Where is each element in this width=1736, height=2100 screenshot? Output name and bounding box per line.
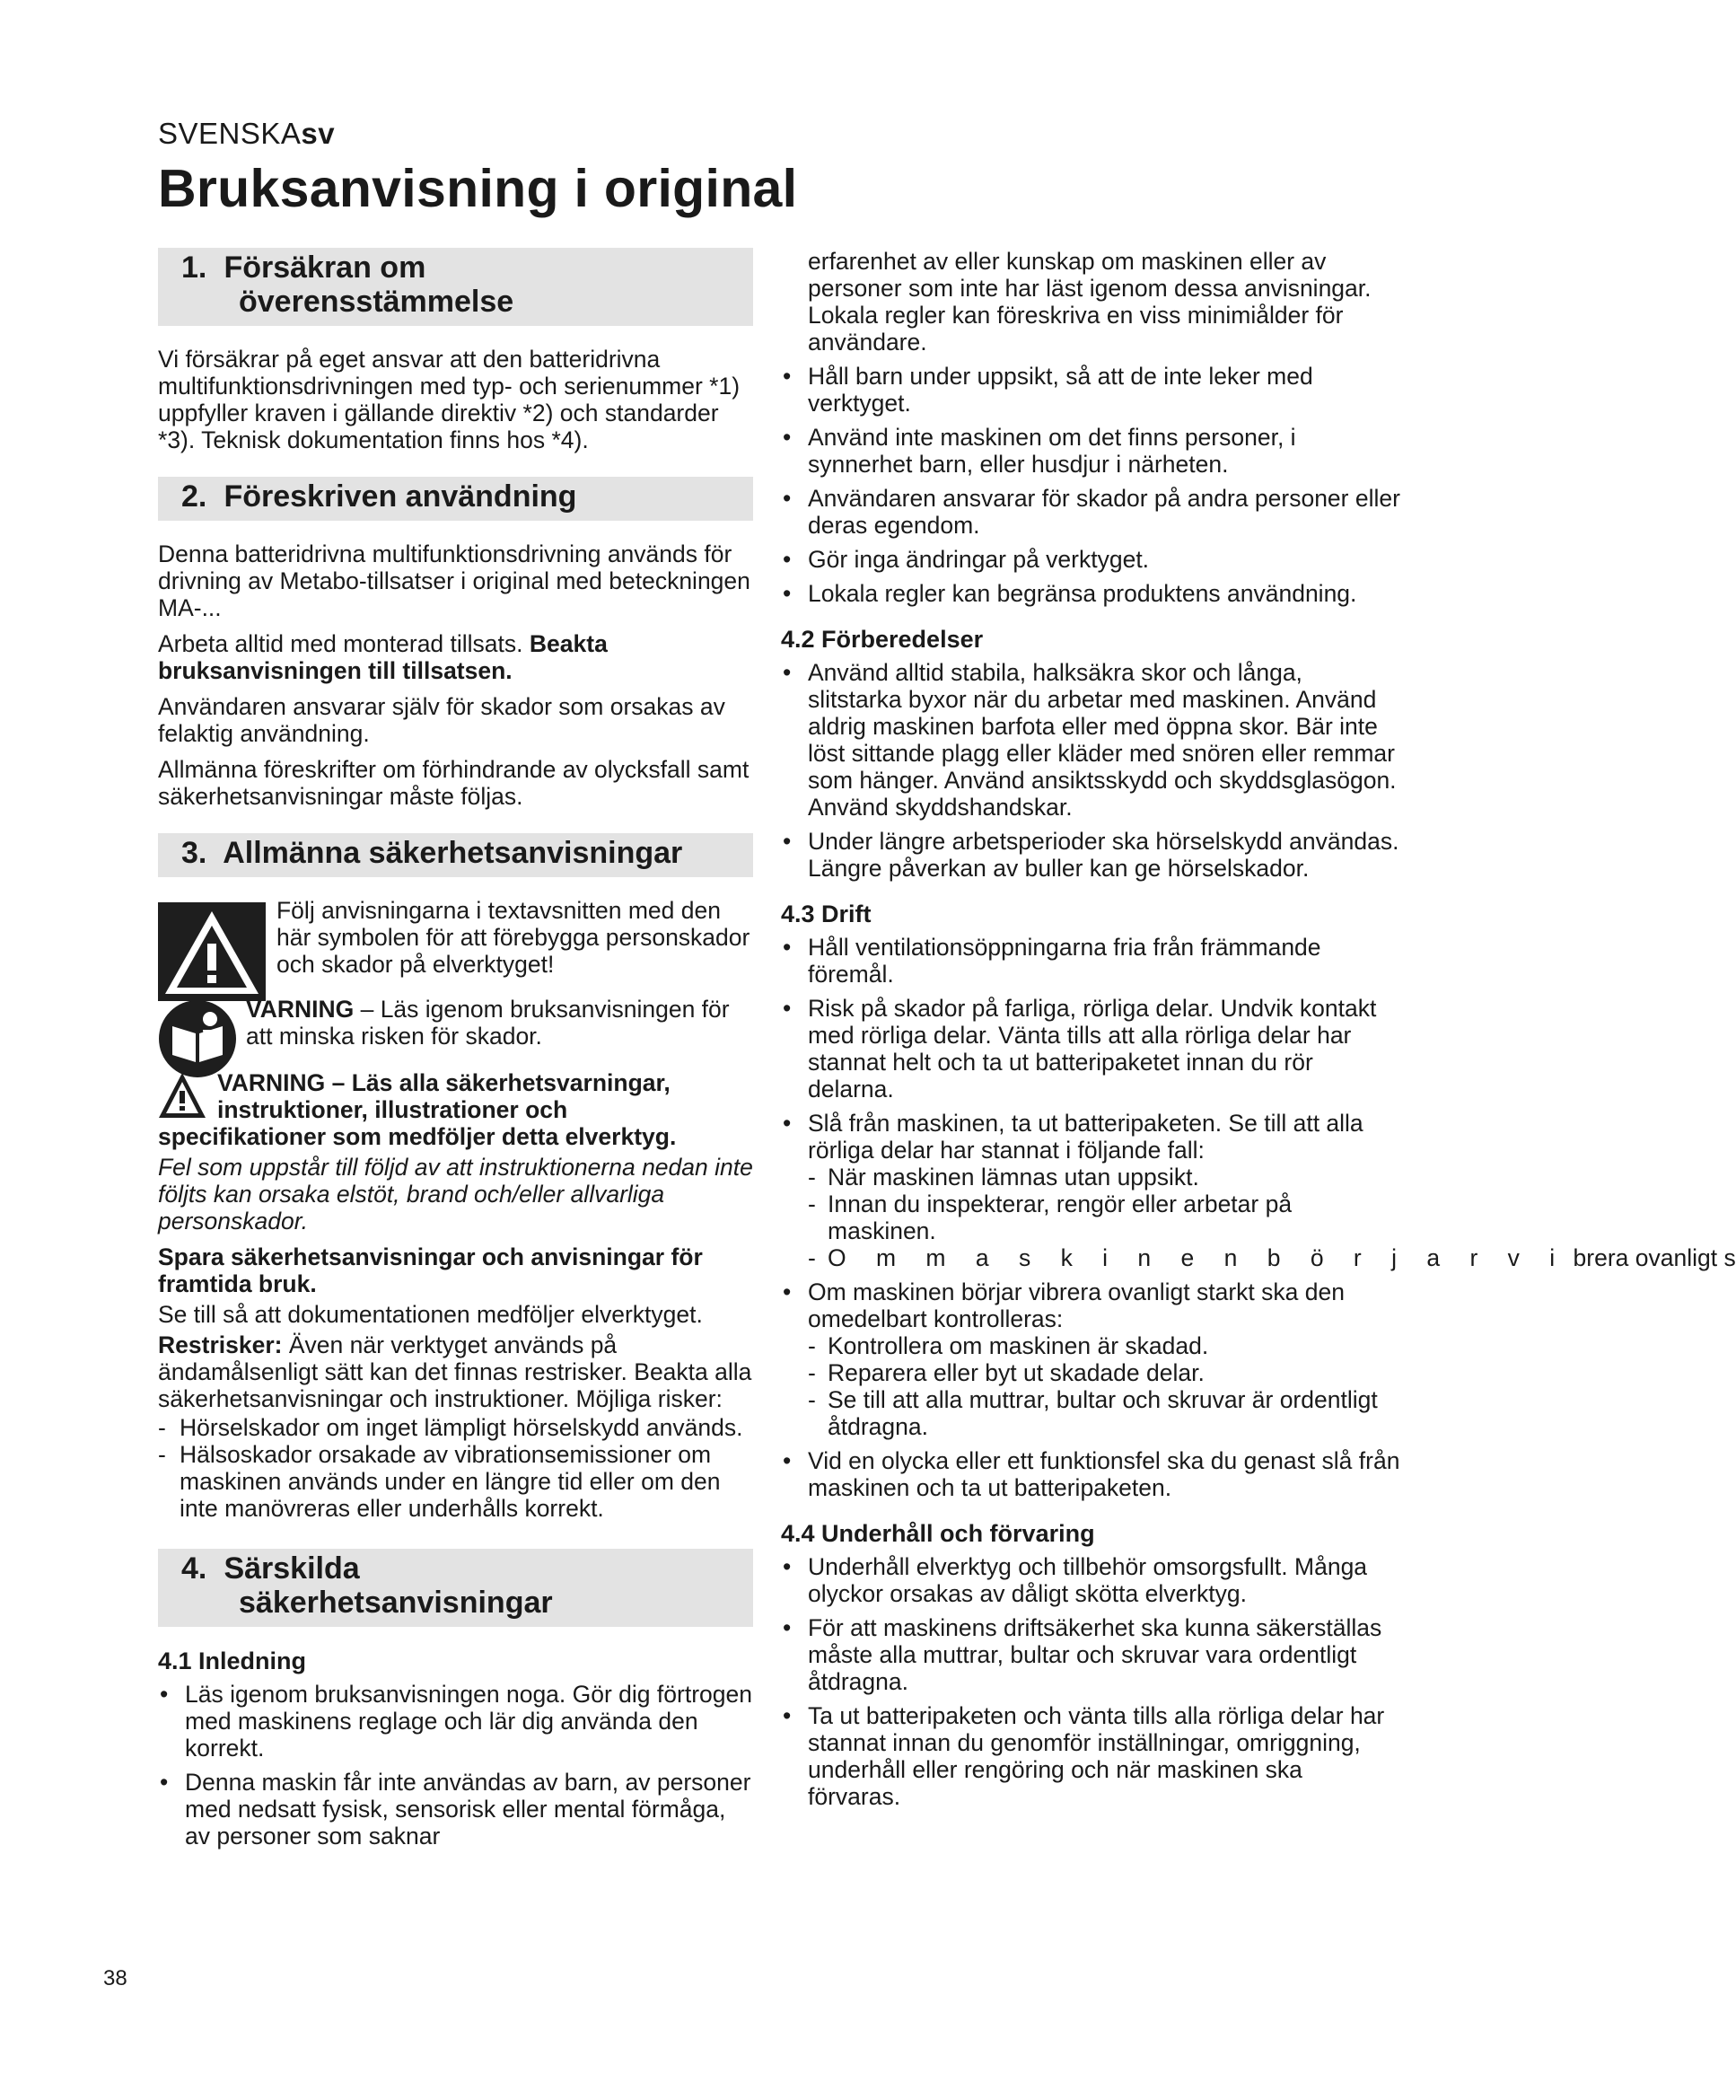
residual-risks-paragraph (158, 1331, 753, 1412)
subsection-heading: 4.4 Underhåll och förvaring (781, 1520, 1095, 1547)
bullet-marker: • (783, 1553, 792, 1580)
bullet-item (781, 363, 1400, 417)
bullet-item (781, 580, 1400, 607)
risk-text: Hälsoskador orsakade av vibrationsemissioner om maskinen används under en längre tid eller om den inte manövreras eller underhålls korrekt. (180, 1441, 721, 1522)
bullet-marker: • (160, 1769, 169, 1796)
bullet-text: Använd inte maskinen om det finns personer, i synnerhet barn, eller husdjur i närheten. (808, 424, 1296, 478)
bullet-marker: • (783, 828, 792, 855)
read-manual-body: – Läs igenom bruksanvisningen för att minska risken för skador. (246, 996, 730, 1050)
bullet-item (781, 424, 1400, 478)
section-title: Allmänna säkerhetsanvisningar (223, 836, 683, 870)
section-2-heading (158, 477, 753, 521)
bullet-text: Läs igenom bruksanvisningen noga. Gör dig förtrogen med maskinens reglage och lär dig använda den korrekt. (185, 1681, 752, 1762)
section-title-line1: Särskilda (224, 1551, 360, 1586)
bullet-marker: • (783, 546, 792, 573)
read-all-warnings-note (158, 1069, 753, 1123)
section-title: Föreskriven användning (224, 479, 577, 514)
read-all-warnings-continued: specifikationer som medföljer detta elverktyg. (158, 1123, 677, 1150)
bullet-text: Lokala regler kan begränsa produktens användning. (808, 580, 1357, 607)
risk-item (158, 1441, 753, 1522)
continued-paragraph: erfarenhet av eller kunskap om maskinen eller av personer som inte har läst igenom dessa anvisningar. Lokala regler kan föreskriva en viss minimiålder för användare. (808, 248, 1372, 356)
section-4-heading (158, 1549, 753, 1627)
dash-marker: - (158, 1414, 166, 1441)
bullet-text: Risk på skador på farliga, rörliga delar. Undvik kontakt med rörliga delar. Vänta tills att alla rörliga delar har stannat helt och ta ut batteripaketet innan du rör delarna. (808, 995, 1377, 1103)
bullet-item (781, 1447, 1400, 1501)
residual-risks-text: Även när verktyget används på ändamålsenligt sätt kan det finnas restrisker. Beakta alla säkerhetsanvisningar och instruktioner. Möjliga risker: (158, 1331, 752, 1412)
dash-item-overflow (781, 1244, 1736, 1271)
bullet-marker: • (783, 1447, 792, 1474)
bullet-marker: • (783, 485, 792, 512)
read-manual-icon (158, 999, 237, 1078)
liability-paragraph: Användaren ansvarar själv för skador som orsakas av felaktig användning. (158, 693, 725, 747)
section-title-line1: Försäkran om (224, 250, 426, 285)
dash-text-spaced: O m m a s k i n e n b ö r j a r v i (828, 1244, 1567, 1271)
dash-text: Se till att alla muttrar, bultar och skruvar är ordentligt åtdragna. (828, 1386, 1378, 1440)
bullet-item (781, 934, 1400, 988)
bullet-text: Håll ventilationsöppningarna fria från främmande föremål. (808, 934, 1321, 988)
bullet-item (158, 1769, 753, 1850)
section-3-heading (158, 833, 753, 877)
bullet-item (781, 485, 1400, 539)
bullet-item (781, 659, 1400, 821)
dash-text-rest: brera ovanligt s (1573, 1244, 1736, 1271)
page-title: Bruksanvisning i original (158, 159, 798, 218)
attachment-bold-text: Beakta bruksanvisningen till tillsatsen. (158, 630, 608, 684)
warning-label: VARNING (246, 996, 355, 1023)
dash-text: När maskinen lämnas utan uppsikt. (828, 1164, 1199, 1191)
section-title-line2: säkerhetsanvisningar (239, 1586, 553, 1620)
attachment-text: Arbeta alltid med monterad tillsats. (158, 630, 530, 657)
read-manual-text (158, 996, 753, 1050)
bullet-marker: • (783, 659, 792, 686)
risk-text: Hörselskador om inget lämpligt hörselskydd används. (180, 1414, 743, 1441)
bullet-item (781, 546, 1400, 573)
dash-marker: - (808, 1332, 816, 1359)
maintenance-bullet-list (781, 1553, 1400, 1810)
bullet-item (158, 1681, 753, 1762)
bullet-item (781, 1614, 1400, 1695)
warning-symbol-text: Följ anvisningarna i textavsnitten med den här symbolen för att förebygga personskador och skador på elverktyget! (276, 897, 750, 978)
bullet-text: Denna maskin får inte användas av barn, av personer med nedsatt fysisk, sensorisk eller mental förmåga, av personer som saknar (185, 1769, 751, 1850)
dash-marker: - (808, 1359, 816, 1386)
dash-item (781, 1164, 1400, 1191)
bullet-text: Vid en olycka eller ett funktionsfel ska du genast slå från maskinen och ta ut batteripaketen. (808, 1447, 1400, 1501)
regulations-paragraph: Allmänna föreskrifter om förhindrande av olycksfall samt säkerhetsanvisningar måste följas. (158, 756, 750, 810)
dash-item (781, 1191, 1400, 1244)
language-name: SVENSKA (158, 117, 302, 150)
dash-marker: - (808, 1386, 816, 1413)
left-column (158, 248, 753, 1857)
dash-item (781, 1386, 1400, 1440)
bullet-marker: • (160, 1681, 169, 1708)
bullet-marker: • (783, 1278, 792, 1305)
usage-paragraph: Denna batteridrivna multifunktionsdrivning används för drivning av Metabo-tillsatser i original med beteckningen MA-... (158, 540, 750, 621)
dash-marker: - (158, 1441, 166, 1468)
bullet-marker: • (783, 934, 792, 961)
language-label (158, 117, 335, 151)
section-1-heading (158, 248, 753, 326)
bullet-marker: • (783, 1614, 792, 1641)
bullet-marker: • (783, 363, 792, 390)
consequence-italic-text: Fel som uppstår till följd av att instruktionerna nedan inte följts kan orsaka elstöt, brand och/eller allvarliga personskador. (158, 1154, 753, 1235)
bullet-text: För att maskinens driftsäkerhet ska kunna säkerställas måste alla muttrar, bultar och skruvar vara ordentligt åtdragna. (808, 1614, 1382, 1695)
bullet-text: Håll barn under uppsikt, så att de inte leker med verktyget. (808, 363, 1313, 417)
dash-marker: - (808, 1191, 816, 1217)
section-number: 2. (181, 479, 207, 514)
bullet-marker: • (783, 580, 792, 607)
read-all-warnings-text: VARNING – Läs alla säkerhetsvarningar, instruktioner, illustrationer och (217, 1069, 671, 1123)
bullet-marker: • (783, 995, 792, 1022)
intro-bullet-list (781, 363, 1400, 607)
bullet-marker: • (783, 424, 792, 451)
bullet-text: Användaren ansvarar för skador på andra personer eller deras egendom. (808, 485, 1400, 539)
residual-risks-label: Restrisker: (158, 1331, 283, 1358)
dash-marker: - (808, 1244, 816, 1271)
bullet-text: Under längre arbetsperioder ska hörselskydd användas. Längre påverkan av buller kan ge hörselskador. (808, 828, 1399, 882)
save-instructions-text: Spara säkerhetsanvisningar och anvisningar för framtida bruk. (158, 1243, 703, 1297)
documentation-text: Se till så att dokumentationen medföljer elverktyget. (158, 1301, 703, 1328)
subsection-heading: 4.1 Inledning (158, 1647, 307, 1674)
bullet-text: Slå från maskinen, ta ut batteripaketen. Se till att alla rörliga delar har stannat i följande fall: (808, 1110, 1363, 1164)
dash-text: Reparera eller byt ut skadade delar. (828, 1359, 1205, 1386)
prep-bullet-list (781, 659, 1400, 882)
bullet-item (781, 1553, 1400, 1607)
dash-marker: - (808, 1164, 816, 1191)
bullet-marker: • (783, 1110, 792, 1137)
subsection-heading: 4.3 Drift (781, 901, 872, 927)
bullet-item (781, 1278, 1400, 1332)
read-manual-note (158, 996, 753, 1050)
right-column (781, 248, 1736, 1817)
warning-triangle-icon (158, 1071, 206, 1120)
warning-symbol-note (158, 897, 753, 978)
bullet-item (781, 1110, 1400, 1164)
bullet-item (781, 828, 1400, 882)
page-number: 38 (103, 1966, 127, 1990)
attachment-paragraph (158, 630, 753, 684)
bullet-text: Ta ut batteripaketen och vänta tills alla rörliga delar har stannat innan du genomför inställningar, omriggning, underhåll eller rengöring och när maskinen ska förvaras. (808, 1702, 1385, 1810)
dash-item (781, 1332, 1400, 1359)
dash-text: Kontrollera om maskinen är skadad. (828, 1332, 1209, 1359)
bullet-text: Använd alltid stabila, halksäkra skor och långa, slitstarka byxor när du arbetar med maskinen. Använd aldrig maskinen barfota eller med öppna skor. Bär inte löst sittande plagg eller kläder med snören eller remmar som hänger. Använd ansiktsskydd och skyddsglasögon. Använd skyddshandskar. (808, 659, 1397, 821)
bullet-text: Underhåll elverktyg och tillbehör omsorgsfullt. Många olyckor orsakas av dåligt skötta elverktyg. (808, 1553, 1368, 1607)
warning-triangle-icon (158, 902, 266, 1001)
section-number: 3. (181, 836, 207, 870)
bullet-item (781, 1702, 1400, 1810)
dash-item (781, 1359, 1400, 1386)
subsection-heading: 4.2 Förberedelser (781, 626, 984, 653)
section-number: 1. (181, 250, 207, 285)
section-number: 4. (181, 1551, 207, 1586)
section-title-line2: överensstämmelse (239, 285, 514, 319)
bullet-marker: • (783, 1702, 792, 1729)
language-code: sv (301, 117, 336, 150)
bullet-item (781, 995, 1400, 1103)
declaration-paragraph: Vi försäkrar på eget ansvar att den batteridrivna multifunktionsdrivningen med typ- och serienummer *1) uppfyller kraven i gällande direktiv *2) och standarder *3). Teknisk dokumentation finns hos *4). (158, 346, 741, 453)
dash-text: Innan du inspekterar, rengör eller arbetar på maskinen. (828, 1191, 1293, 1244)
risk-item (158, 1414, 753, 1441)
bullet-text: Om maskinen börjar vibrera ovanligt starkt ska den omedelbart kontrolleras: (808, 1278, 1345, 1332)
bullet-text: Gör inga ändringar på verktyget. (808, 546, 1150, 573)
